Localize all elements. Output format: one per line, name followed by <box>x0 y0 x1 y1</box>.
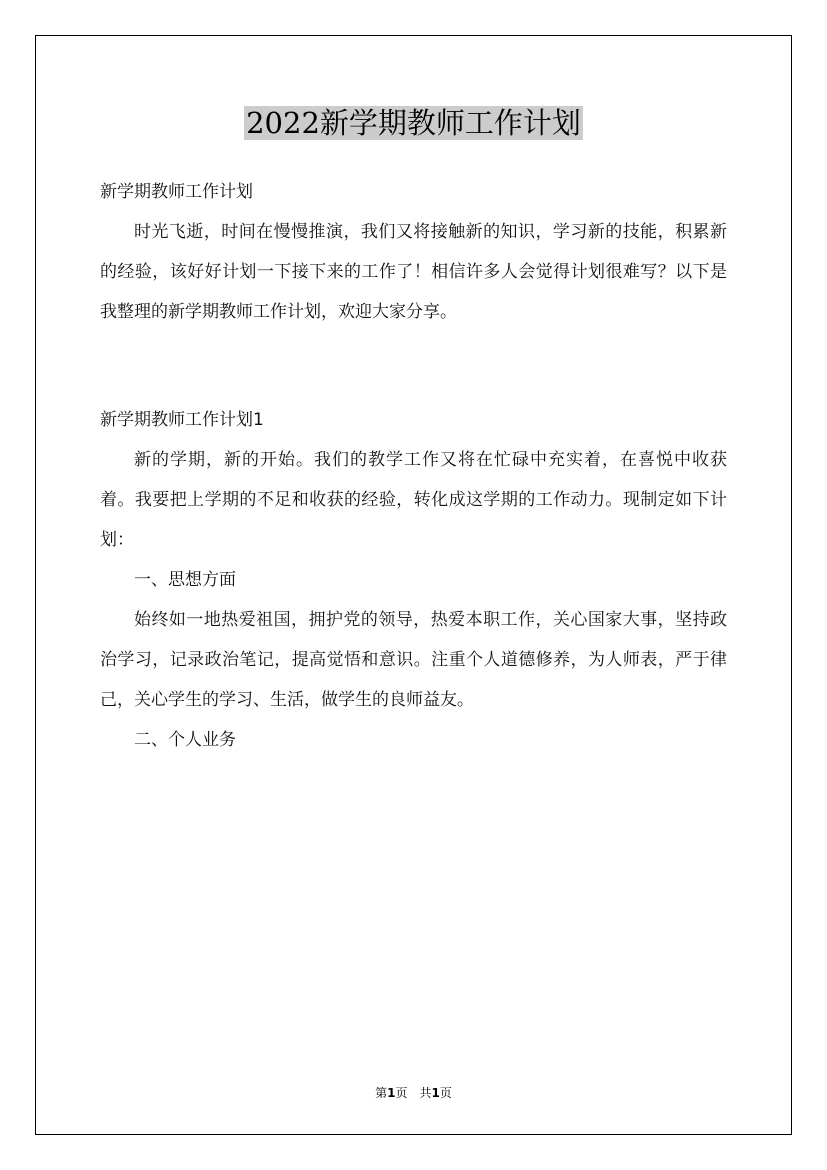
paragraph-2: 始终如一地热爱祖国，拥护党的领导，热爱本职工作，关心国家大事，坚持政治学习，记录政治笔记，提高觉悟和意识。注重个人道德修养，为人师表，严于律己，关心学生的学习、生活，做学生的良师益友。 <box>100 610 727 710</box>
page-footer <box>0 1084 827 1101</box>
document-title: 2022新学期教师工作计划 <box>246 106 581 140</box>
document-subtitle: 新学期教师工作计划 <box>100 182 253 202</box>
section-heading: 新学期教师工作计划1 <box>100 410 264 430</box>
footer-mid: 页 共 <box>395 1086 432 1100</box>
document-body <box>100 172 727 760</box>
footer-prefix: 第 <box>375 1086 388 1100</box>
document-title-wrap <box>0 103 827 143</box>
footer-page-current: 1 <box>387 1086 396 1100</box>
intro-paragraph: 时光飞逝，时间在慢慢推演，我们又将接触新的知识，学习新的技能，积累新的经验，该好好计划一下接下来的工作了！相信许多人会觉得计划很难写？以下是我整理的新学期教师工作计划，欢迎大家分享。 <box>100 222 727 322</box>
section-spacer <box>100 332 727 400</box>
footer-suffix: 页 <box>439 1086 452 1100</box>
footer-page-total: 1 <box>431 1086 440 1100</box>
heading-business: 二、个人业务 <box>134 730 236 750</box>
heading-thought: 一、思想方面 <box>134 570 236 590</box>
paragraph-1: 新的学期，新的开始。我们的教学工作又将在忙碌中充实着，在喜悦中收获着。我要把上学期的不足和收获的经验，转化成这学期的工作动力。现制定如下计划： <box>100 450 727 550</box>
